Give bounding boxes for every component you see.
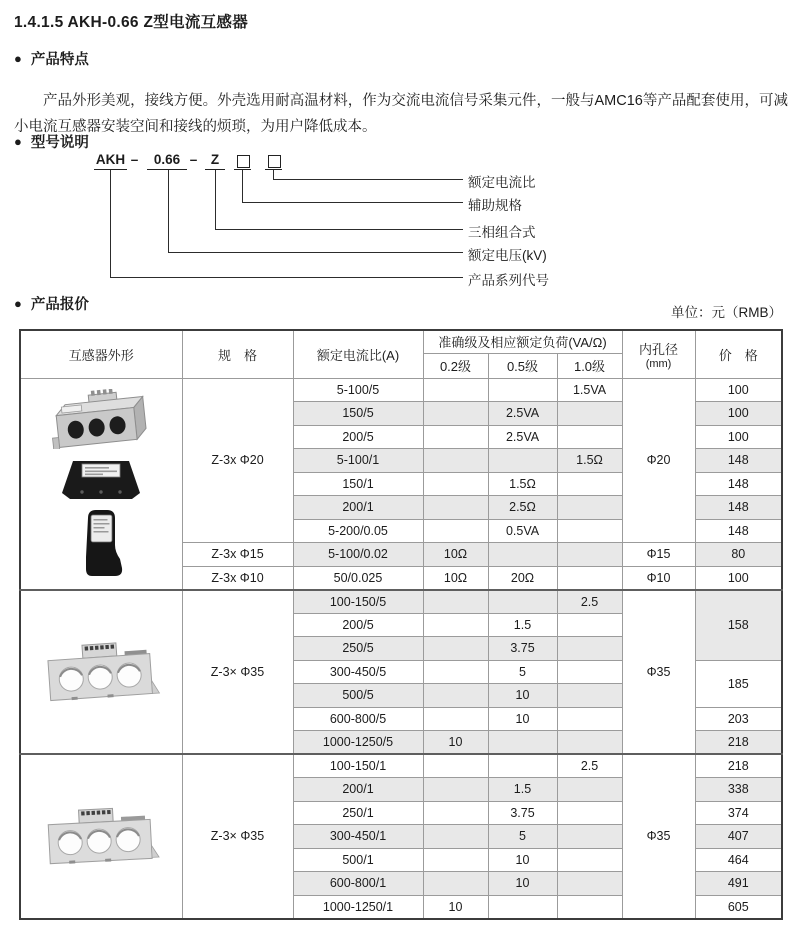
price-cell: 218 bbox=[695, 731, 782, 755]
ct-photo-white-3hole-b bbox=[21, 804, 182, 868]
burden-02-cell bbox=[423, 378, 488, 402]
diagram-label-series: 产品系列代号 bbox=[468, 273, 549, 288]
pricing-table bbox=[19, 329, 783, 920]
bullet-icon: ● bbox=[14, 51, 22, 66]
price-cell: 148 bbox=[695, 472, 782, 496]
spec-cell: Z-3x Φ10 bbox=[182, 566, 293, 590]
spec-cell: Z-3× Φ35 bbox=[182, 590, 293, 755]
burden-10-cell bbox=[557, 801, 622, 825]
section-heading-label: 产品报价 bbox=[30, 297, 89, 313]
burden-02-cell bbox=[423, 684, 488, 708]
connector-line bbox=[110, 170, 463, 278]
burden-10-cell bbox=[557, 895, 622, 919]
ct-photo-black-upright bbox=[21, 507, 182, 579]
burden-02-cell bbox=[423, 660, 488, 684]
shape-cell bbox=[20, 590, 182, 755]
ratio-cell: 1000-1250/5 bbox=[293, 731, 423, 755]
col-header-bore bbox=[622, 330, 695, 378]
burden-05-cell: 10 bbox=[488, 848, 557, 872]
burden-05-cell bbox=[488, 449, 557, 473]
burden-05-cell: 10 bbox=[488, 872, 557, 896]
price-cell: 148 bbox=[695, 519, 782, 543]
burden-02-cell: 10Ω bbox=[423, 566, 488, 590]
burden-10-cell bbox=[557, 684, 622, 708]
burden-05-cell: 1.5 bbox=[488, 613, 557, 637]
ratio-cell: 600-800/5 bbox=[293, 707, 423, 731]
model-code-series: AKH bbox=[94, 151, 127, 170]
ct-photo-black-flat bbox=[21, 452, 182, 504]
burden-02-cell bbox=[423, 778, 488, 802]
burden-10-cell bbox=[557, 496, 622, 520]
burden-02-cell bbox=[423, 754, 488, 778]
price-cell: 605 bbox=[695, 895, 782, 919]
col-header-accuracy-group: 准确级及相应额定负荷(VA/Ω) bbox=[423, 330, 622, 353]
ratio-cell: 200/1 bbox=[293, 496, 423, 520]
spec-cell: Z-3x Φ20 bbox=[182, 378, 293, 543]
shape-cell bbox=[20, 754, 182, 919]
burden-02-cell: 10Ω bbox=[423, 543, 488, 567]
burden-10-cell bbox=[557, 660, 622, 684]
burden-02-cell: 10 bbox=[423, 731, 488, 755]
price-cell: 100 bbox=[695, 566, 782, 590]
burden-05-cell: 3.75 bbox=[488, 801, 557, 825]
model-code-type: Z bbox=[205, 151, 225, 170]
col-header-acc05: 0.5级 bbox=[488, 353, 557, 378]
model-code-voltage: 0.66 bbox=[147, 151, 187, 170]
bore-cell: Φ35 bbox=[622, 590, 695, 755]
burden-02-cell bbox=[423, 402, 488, 426]
price-cell: 80 bbox=[695, 543, 782, 567]
burden-05-cell: 5 bbox=[488, 660, 557, 684]
bore-cell: Φ35 bbox=[622, 754, 695, 919]
col-header-shape: 互感器外形 bbox=[20, 330, 182, 378]
ratio-cell: 500/5 bbox=[293, 684, 423, 708]
ratio-cell: 5-100/5 bbox=[293, 378, 423, 402]
ratio-cell: 5-200/0.05 bbox=[293, 519, 423, 543]
burden-10-cell bbox=[557, 472, 622, 496]
burden-05-cell: 2.5VA bbox=[488, 425, 557, 449]
burden-05-cell: 5 bbox=[488, 825, 557, 849]
burden-02-cell bbox=[423, 472, 488, 496]
ratio-cell: 5-100/1 bbox=[293, 449, 423, 473]
burden-02-cell bbox=[423, 496, 488, 520]
section-heading-model bbox=[14, 131, 89, 152]
ratio-cell: 150/1 bbox=[293, 472, 423, 496]
diagram-label-3phase: 三相组合式 bbox=[468, 225, 536, 240]
burden-05-cell bbox=[488, 543, 557, 567]
col-header-bore-unit: (mm) bbox=[645, 357, 672, 370]
ratio-cell: 250/5 bbox=[293, 637, 423, 661]
page-title: 1.4.1.5 AKH-0.66 Z型电流互感器 bbox=[14, 14, 249, 31]
spec-cell: Z-3× Φ35 bbox=[182, 754, 293, 919]
ratio-cell: 200/5 bbox=[293, 425, 423, 449]
burden-10-cell bbox=[557, 825, 622, 849]
burden-10-cell bbox=[557, 566, 622, 590]
burden-02-cell bbox=[423, 613, 488, 637]
section-heading-label: 型号说明 bbox=[30, 135, 89, 151]
bullet-icon: ● bbox=[14, 134, 22, 149]
col-header-bore-label: 内孔径 bbox=[639, 341, 679, 357]
price-cell: 218 bbox=[695, 754, 782, 778]
bore-cell: Φ10 bbox=[622, 566, 695, 590]
price-cell: 203 bbox=[695, 707, 782, 731]
table-row bbox=[20, 590, 782, 614]
ratio-cell: 300-450/5 bbox=[293, 660, 423, 684]
diagram-label-ratio: 额定电流比 bbox=[468, 175, 536, 190]
price-cell: 148 bbox=[695, 496, 782, 520]
burden-10-cell: 2.5 bbox=[557, 754, 622, 778]
bore-cell: Φ20 bbox=[622, 378, 695, 543]
bullet-icon: ● bbox=[14, 296, 22, 311]
price-cell: 148 bbox=[695, 449, 782, 473]
burden-05-cell: 10 bbox=[488, 707, 557, 731]
burden-10-cell bbox=[557, 731, 622, 755]
bore-cell: Φ15 bbox=[622, 543, 695, 567]
burden-02-cell bbox=[423, 590, 488, 614]
ratio-cell: 1000-1250/1 bbox=[293, 895, 423, 919]
burden-05-cell bbox=[488, 378, 557, 402]
burden-05-cell: 1.5 bbox=[488, 778, 557, 802]
ratio-cell: 100-150/1 bbox=[293, 754, 423, 778]
price-cell: 491 bbox=[695, 872, 782, 896]
ratio-cell: 300-450/1 bbox=[293, 825, 423, 849]
diagram-label-voltage: 额定电压(kV) bbox=[468, 248, 547, 263]
ratio-cell: 150/5 bbox=[293, 402, 423, 426]
col-header-acc02: 0.2级 bbox=[423, 353, 488, 378]
burden-02-cell bbox=[423, 449, 488, 473]
ratio-cell: 200/1 bbox=[293, 778, 423, 802]
price-cell: 100 bbox=[695, 425, 782, 449]
ratio-cell: 5-100/0.02 bbox=[293, 543, 423, 567]
price-cell: 158 bbox=[695, 590, 782, 661]
price-unit-note: 单位：元（RMB） bbox=[671, 305, 782, 320]
burden-02-cell bbox=[423, 637, 488, 661]
burden-05-cell: 10 bbox=[488, 684, 557, 708]
burden-10-cell: 2.5 bbox=[557, 590, 622, 614]
section-heading-label: 产品特点 bbox=[30, 52, 89, 68]
burden-10-cell bbox=[557, 519, 622, 543]
burden-05-cell bbox=[488, 754, 557, 778]
diagram-label-aux: 辅助规格 bbox=[468, 198, 522, 213]
burden-05-cell bbox=[488, 895, 557, 919]
burden-02-cell: 10 bbox=[423, 895, 488, 919]
ct-photo-white-3hole bbox=[21, 640, 182, 704]
spec-cell: Z-3x Φ15 bbox=[182, 543, 293, 567]
model-code-dash: – bbox=[130, 152, 139, 167]
ratio-cell: 200/5 bbox=[293, 613, 423, 637]
shape-cell bbox=[20, 378, 182, 590]
burden-05-cell bbox=[488, 590, 557, 614]
price-cell: 100 bbox=[695, 378, 782, 402]
ratio-cell: 100-150/5 bbox=[293, 590, 423, 614]
col-header-acc10: 1.0级 bbox=[557, 353, 622, 378]
price-cell: 100 bbox=[695, 402, 782, 426]
burden-10-cell bbox=[557, 425, 622, 449]
ratio-cell: 600-800/1 bbox=[293, 872, 423, 896]
burden-10-cell bbox=[557, 707, 622, 731]
burden-05-cell: 2.5VA bbox=[488, 402, 557, 426]
model-code-dash: – bbox=[189, 152, 198, 167]
burden-10-cell bbox=[557, 872, 622, 896]
burden-02-cell bbox=[423, 707, 488, 731]
burden-10-cell bbox=[557, 848, 622, 872]
burden-02-cell bbox=[423, 425, 488, 449]
ratio-cell: 50/0.025 bbox=[293, 566, 423, 590]
model-code-placeholder-box bbox=[268, 155, 281, 168]
burden-05-cell: 20Ω bbox=[488, 566, 557, 590]
burden-05-cell: 1.5Ω bbox=[488, 472, 557, 496]
col-header-ratio: 额定电流比(A) bbox=[293, 330, 423, 378]
burden-02-cell bbox=[423, 825, 488, 849]
section-heading-features bbox=[14, 48, 89, 69]
features-paragraph: 产品外形美观，接线方便。外壳选用耐高温材料，作为交流电流信号采集元件，一般与AMC16等产品配套使用，可减小电流互感器安装空间和接线的烦琐，为用户降低成本。 bbox=[14, 92, 788, 135]
ct-photo-gray-angled bbox=[21, 389, 182, 449]
model-code-placeholder-box bbox=[237, 155, 250, 168]
burden-10-cell bbox=[557, 543, 622, 567]
burden-02-cell bbox=[423, 801, 488, 825]
burden-10-cell bbox=[557, 613, 622, 637]
table-row bbox=[20, 754, 782, 778]
burden-05-cell: 3.75 bbox=[488, 637, 557, 661]
price-cell: 185 bbox=[695, 660, 782, 707]
col-header-price: 价 格 bbox=[695, 330, 782, 378]
burden-05-cell: 0.5VA bbox=[488, 519, 557, 543]
section-heading-pricing bbox=[14, 293, 89, 314]
burden-02-cell bbox=[423, 872, 488, 896]
burden-10-cell: 1.5VA bbox=[557, 378, 622, 402]
burden-10-cell: 1.5Ω bbox=[557, 449, 622, 473]
table-row bbox=[20, 378, 782, 402]
burden-02-cell bbox=[423, 848, 488, 872]
burden-05-cell: 2.5Ω bbox=[488, 496, 557, 520]
ratio-cell: 250/1 bbox=[293, 801, 423, 825]
price-cell: 374 bbox=[695, 801, 782, 825]
burden-10-cell bbox=[557, 778, 622, 802]
burden-05-cell bbox=[488, 731, 557, 755]
price-cell: 464 bbox=[695, 848, 782, 872]
burden-10-cell bbox=[557, 402, 622, 426]
price-cell: 407 bbox=[695, 825, 782, 849]
burden-10-cell bbox=[557, 637, 622, 661]
burden-02-cell bbox=[423, 519, 488, 543]
col-header-spec: 规 格 bbox=[182, 330, 293, 378]
ratio-cell: 500/1 bbox=[293, 848, 423, 872]
price-cell: 338 bbox=[695, 778, 782, 802]
